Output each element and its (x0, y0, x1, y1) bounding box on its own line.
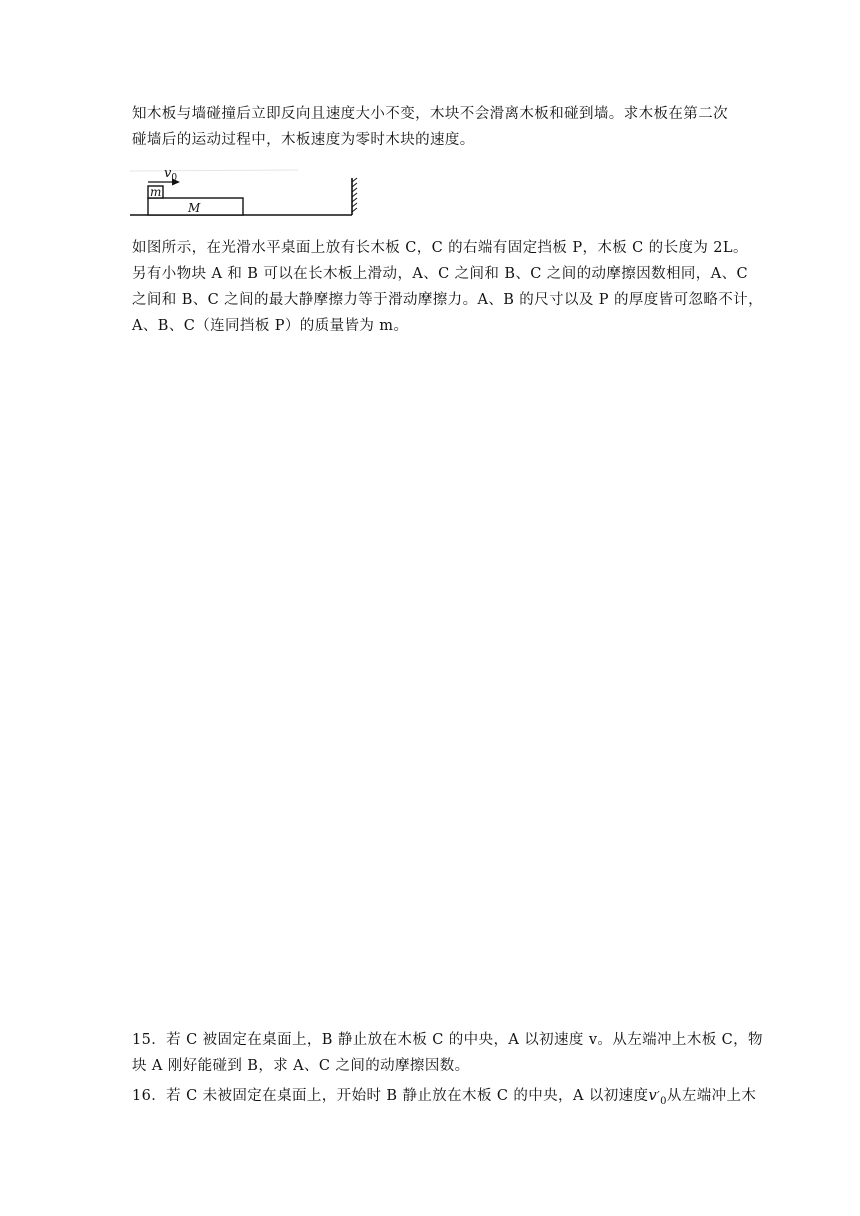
problem-setup-text (132, 235, 763, 339)
board-block-wall-figure (128, 160, 364, 222)
intro-line-2: 碰墙后的运动过程中，木板速度为零时木块的速度。 (132, 132, 475, 148)
question-15-text-1: 若 C 被固定在桌面上，B 静止放在木板 C 的中央，A 以初速度 v。从左端冲上木板 C，物 (166, 1032, 763, 1048)
setup-line-1: 如图所示，在光滑水平桌面上放有长木板 C，C 的右端有固定挡板 P，木板 C 的长度为 2L。 (132, 240, 748, 256)
problem-intro-text (132, 101, 732, 153)
board-label: M (188, 201, 201, 215)
velocity-label: $v_0$ (164, 166, 178, 183)
setup-line-4: A、B、C（连同挡板 P）的质量皆为 m。 (132, 318, 409, 334)
question-16-line-1 (132, 1083, 757, 1115)
initial-velocity-symbol: $v'_0$ (648, 1088, 667, 1107)
question-16 (132, 1083, 757, 1115)
question-15-line-2: 块 A 刚好能碰到 B，求 A、C 之间的动摩擦因数。 (132, 1058, 470, 1074)
block-label: m (150, 185, 162, 199)
setup-line-2: 另有小物块 A 和 B 可以在长木板上滑动，A、C 之间和 B、C 之间的动摩擦因数相同，A、C (132, 266, 748, 282)
figure-drawing (128, 160, 364, 222)
scan-noise (130, 170, 298, 171)
question-number: 15． (132, 1032, 167, 1048)
question-number: 16． (132, 1088, 167, 1104)
question-15-line-1 (132, 1027, 763, 1053)
question-16-text-after: 从左端冲上木 (666, 1088, 757, 1104)
question-15 (132, 1027, 763, 1079)
question-16-text-before: 若 C 未被固定在桌面上，开始时 B 静止放在木板 C 的中央，A 以初速度 (166, 1088, 649, 1104)
setup-line-3: 之间和 B、C 之间的最大静摩擦力等于滑动摩擦力。A、B 的尺寸以及 P 的厚度皆可忽略不计， (132, 292, 763, 308)
intro-line-1: 知木板与墙碰撞后立即反向且速度大小不变，木块不会滑离木板和碰到墙。求木板在第二次 (132, 106, 728, 122)
